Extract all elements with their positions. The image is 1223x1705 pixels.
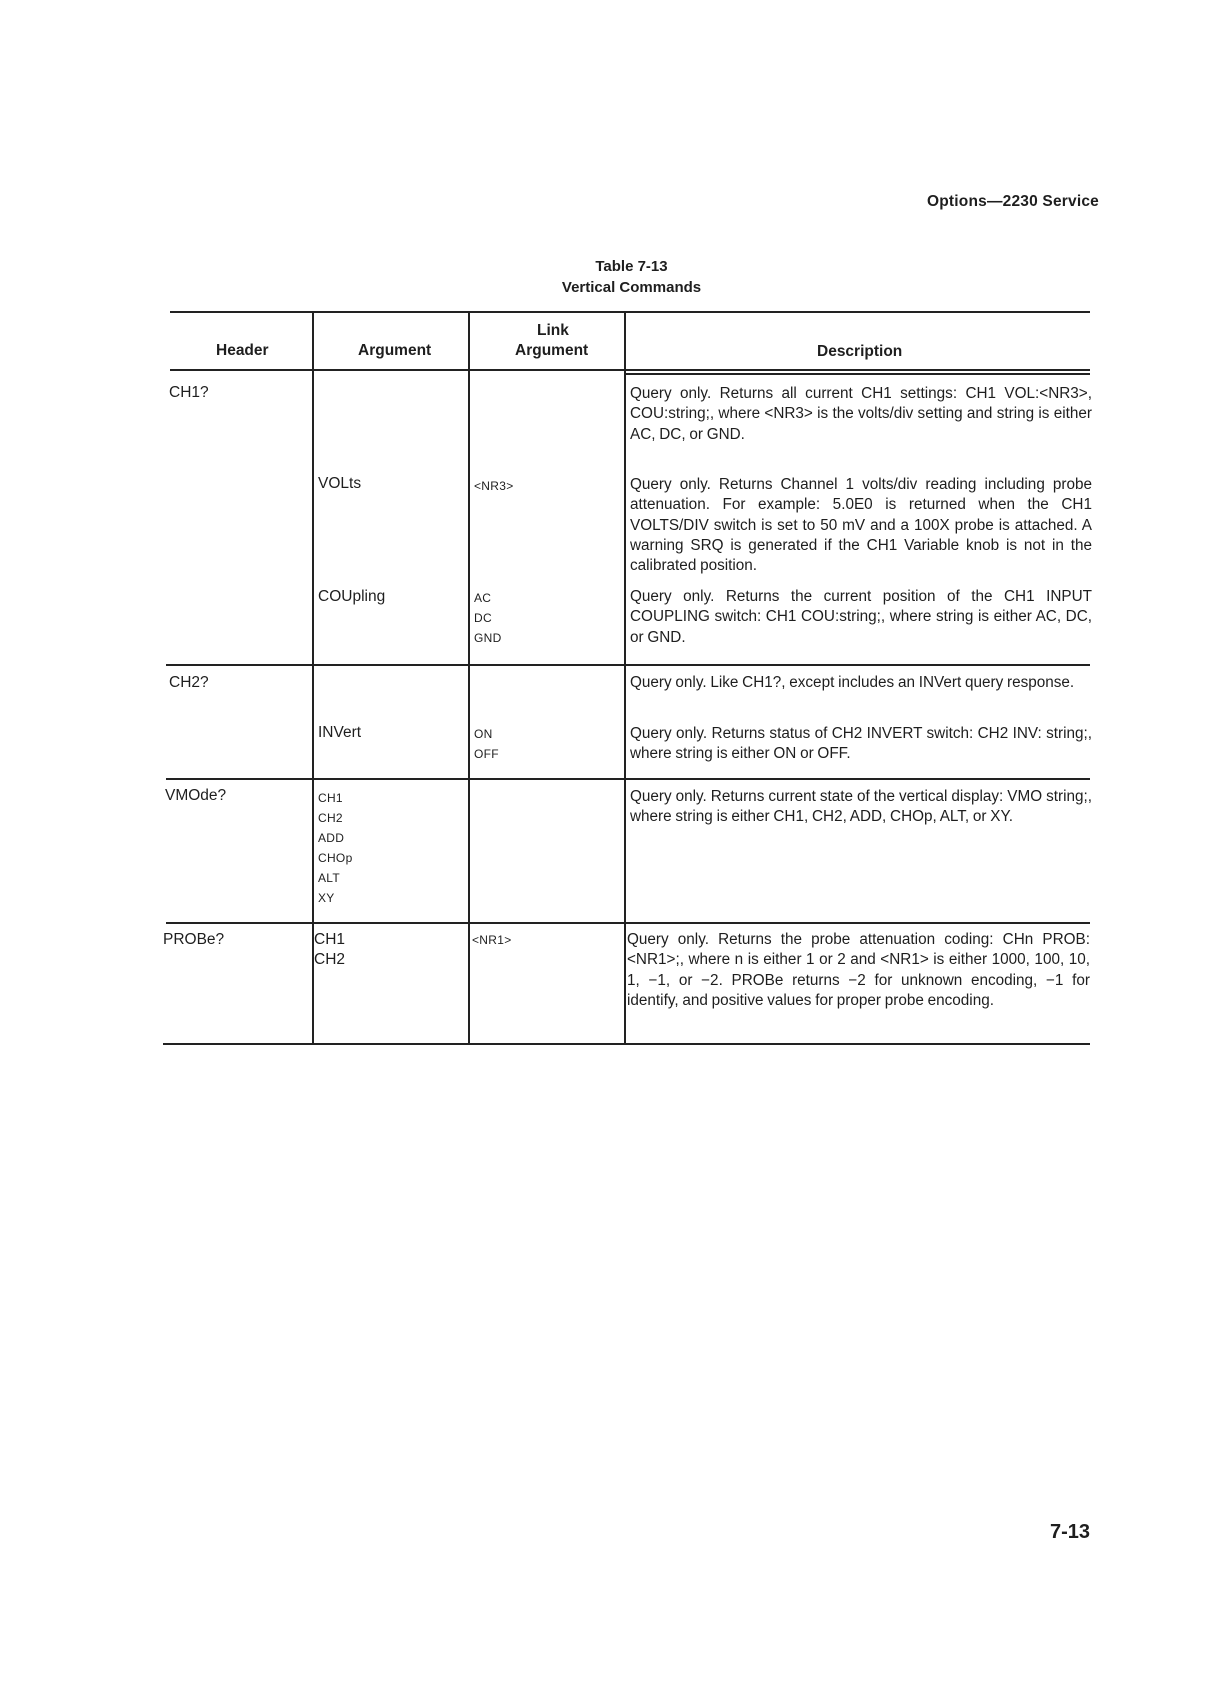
column-header-link: Link <box>537 322 569 339</box>
argument-vmode-ch2: CH2 <box>318 811 343 825</box>
table-caption <box>0 256 1223 298</box>
argument-probe-ch1: CH1 <box>314 931 346 948</box>
description-ch1: Query only. Returns all current CH1 settings: CH1 VOL:<NR3>, COU:string;, where <NR3> is the volts/div setting and string is either AC, DC, or GND. <box>630 385 1092 443</box>
table-title: Vertical Commands <box>561 279 702 296</box>
table-number: Table 7-13 <box>595 258 668 275</box>
description-invert: Query only. Returns status of CH2 INVERT switch: CH2 INV: string;, where string is either ON or OFF. <box>630 725 1092 763</box>
row-header-vmode: VMOde? <box>165 787 227 804</box>
description-coupling: Query only. Returns the current position of the CH1 INPUT COUPLING switch: CH1 COU:string;, where string is either AC, DC, or GND. <box>630 588 1092 646</box>
argument-invert: INVert <box>318 724 362 741</box>
link-on: ON <box>474 727 493 741</box>
column-line-link <box>468 311 470 1043</box>
description-ch2: Query only. Like CH1?, except includes an INVert query response. <box>630 674 1075 691</box>
argument-vmode-add: ADD <box>318 831 345 845</box>
description-probe: Query only. Returns the probe attenuation coding: CHn PROB:<NR1>;, where n is either 1 or 2 and <NR1> is either 1000, 100, 10, 1, −1, or −2. PROBe returns −2 for unknown encoding, −1 for identify, and positive values for proper probe encoding. <box>627 931 1090 1009</box>
argument-probe-ch2: CH2 <box>314 951 346 968</box>
column-header-header: Header <box>216 342 269 359</box>
column-header-argument: Argument <box>358 342 432 359</box>
argument-vmode-alt: ALT <box>318 871 341 885</box>
link-gnd: GND <box>474 631 502 645</box>
row-divider-vmode <box>166 778 1090 780</box>
header-bottom-rule-double <box>625 373 1090 375</box>
row-divider-probe <box>166 922 1090 924</box>
link-ac: AC <box>474 591 492 605</box>
row-header-probe: PROBe? <box>163 931 225 948</box>
argument-coupling: COUpling <box>318 588 386 605</box>
link-dc: DC <box>474 611 492 625</box>
argument-volts: VOLts <box>318 475 362 492</box>
row-header-ch2: CH2? <box>169 674 209 691</box>
column-header-link-argument: Argument <box>515 342 589 359</box>
column-header-description: Description <box>817 343 903 360</box>
link-nr3: <NR3> <box>474 479 514 493</box>
running-head: Options—2230 Service <box>927 193 1099 210</box>
link-nr1: <NR1> <box>472 933 512 947</box>
header-bottom-rule <box>170 369 1090 371</box>
row-divider-ch2 <box>166 664 1090 666</box>
argument-vmode-chop: CHOp <box>318 851 353 865</box>
page-number: 7-13 <box>1050 1521 1091 1543</box>
row-header-ch1: CH1? <box>169 384 209 401</box>
description-volts: Query only. Returns Channel 1 volts/div reading including probe attenuation. For example: 5.0E0 is returned when the CH1 VOLTS/DIV switch is set to 50 mV and a 100X probe is attached. A warning SRQ is generated if the CH1 Variable knob is not in the calibrated position. <box>630 476 1092 575</box>
argument-vmode-xy: XY <box>318 891 335 905</box>
table-top-rule <box>170 311 1090 313</box>
description-vmode: Query only. Returns current state of the vertical display: VMO string;, where string is either CH1, CH2, ADD, CHOp, ALT, or XY. <box>630 788 1092 826</box>
table-bottom-rule <box>163 1043 1090 1045</box>
column-line-description <box>624 311 626 1043</box>
link-off: OFF <box>474 747 499 761</box>
argument-vmode-ch1: CH1 <box>318 791 343 805</box>
